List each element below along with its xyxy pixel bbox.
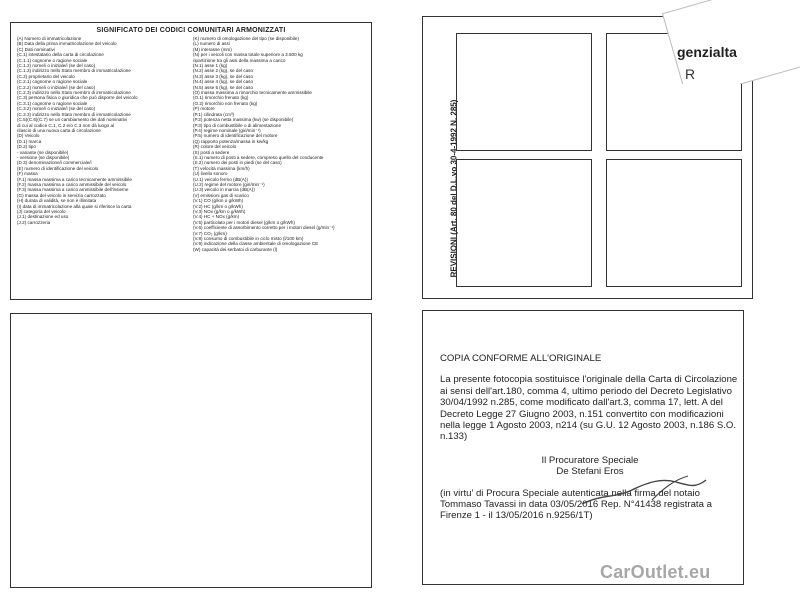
- legend-item: rilascio di una nuova carta di circolazione: [17, 127, 101, 133]
- legend-item: (N) per i veicoli con massa totale superiore a 3.500 kg: [193, 52, 303, 58]
- revision-box: [456, 159, 592, 287]
- legend-item: (F) massa: [17, 171, 38, 177]
- legend-item: (H) durata di validità, se non è illimitata: [17, 198, 97, 204]
- legend-item: (F.2) massa massima a carico ammissibile del veicolo: [17, 181, 127, 187]
- legend-item: (F.1) massa massima a carico tecnicamente ammissibile: [17, 176, 132, 182]
- legend-panel: [10, 22, 372, 300]
- legend-item: (P) motore: [193, 106, 215, 112]
- legend-item: (P.2) potenza netta massima (kw) (se disponibile): [193, 117, 294, 123]
- legend-item: (C.1.3) indirizzo nello Stato membro di immatricolazione: [17, 68, 131, 74]
- legend-item: (B) Data della prima immatricolazione del veicolo: [17, 41, 117, 47]
- legend-item: (V.8) consumo di combustibile in ciclo misto (l/100 km): [193, 236, 304, 242]
- legend-item: di cui al codice C.1, C.2 e/o C.3 non dà luogo al: [17, 122, 115, 128]
- legend-item: (W) capacità dei serbatoi di carburante (l): [193, 246, 278, 252]
- legend-item: (Q) rapporto potenza/massa in kw/kg: [193, 138, 269, 144]
- certification-paragraph: La presente fotocopia sostituisce l'originale della Carta di Circolazione ai sensi dell'art.180, comma 4, ultimo periodo del Decreto Legislativo 30/04/1992 n.285, come modificato dall'art.3, comma 17, lett. A del Decreto Legge 27 Giugno 2003, n.151 convertito con modificazioni nella legge 1 Agosto 2003, n214 (su G.U. 12 Agosto 2003, n.186 S.O. n.133): [440, 374, 738, 443]
- legend-item: (P.3) tipo di combustibile o di alimentazione: [193, 122, 282, 128]
- legend-item: (C.3.3) indirizzo nello Stato membro di immatricolazione: [17, 111, 131, 117]
- legend-item: - variante (se disponibile): [17, 149, 69, 155]
- legend-item: (C.3.1) cognome o ragione sociale: [17, 100, 88, 106]
- legend-item: (C.2.3) indirizzo nello Stato membro di immatricolazione: [17, 90, 131, 96]
- legend-item: (T) velocità massima (km/h): [193, 165, 250, 171]
- legend-item: (P.5) numero di identificazione del motore: [193, 133, 278, 139]
- legend-item: (V) emissioni gas di scarico: [193, 192, 249, 198]
- legend-item: (N.5) asse 5 (kg), se del caso: [193, 84, 253, 90]
- legend-item: (U) livello sonoro: [193, 171, 228, 177]
- legend-item: (V.2) HC (g/km o g/kWh): [193, 203, 243, 209]
- legend-item: (N.1) asse 1 (kg): [193, 63, 228, 69]
- legend-item: (V.5) particolato per i motori diesel (g/km o g/kWh): [193, 219, 295, 225]
- legend-item: (C.1) intestatario della carta di circolazione: [17, 52, 104, 58]
- legend-item: (C.2.2) nome/i o iniziale/i (se del caso): [17, 84, 96, 90]
- legend-item: (K) numero di omologazione del tipo (se disponibile): [193, 36, 299, 41]
- certification-heading: COPIA CONFORME ALL'ORIGINALE: [440, 353, 602, 364]
- legend-item: (V.6) coefficiente di assorbimento corretto per i motori diesel (g/min⁻¹): [193, 225, 335, 231]
- legend-item: (U.2) regime del motore (giri/min⁻¹): [193, 181, 265, 187]
- legend-item: (J) categoria del veicolo: [17, 209, 66, 214]
- legend-title: SIGNIFICATO DEI CODICI COMUNITARI ARMONIZZATI: [96, 27, 286, 34]
- legend-item: (M) interasse (mm): [193, 46, 232, 52]
- legend-item: (D) Veicolo: [17, 133, 40, 139]
- revisions-label: REVISIONI (Art. 80 del D.L.vo 30-4-1992 N. 285): [449, 99, 459, 277]
- legend-item: (O) massa massima a rimorchio tecnicamente ammissibile: [193, 90, 312, 96]
- signatory-role: Il Procuratore Speciale: [541, 454, 639, 466]
- legend-col-left: [17, 36, 189, 252]
- legend-item: (N.4) asse 4 (kg), se del caso: [193, 79, 253, 85]
- legend-item: (C.1.1) cognome o ragione sociale: [17, 57, 88, 63]
- legend-item: (C) Dati nominativi: [17, 46, 55, 52]
- legend-item: (D.2) tipo: [17, 144, 36, 150]
- revision-box: [456, 33, 592, 151]
- legend-item: (S) posti a sedere: [193, 149, 230, 155]
- agency-stamp: [657, 0, 800, 84]
- legend-item: (U.3) veicolo in marcia (dB(A)): [193, 187, 255, 193]
- legend-item: (S.1) numero di posti a sedere, compreso quello del conducente: [193, 154, 324, 160]
- legend-item: (G) massa del veicolo in servizio carrozzato: [17, 192, 106, 198]
- legend-item: (L) numero di assi: [193, 41, 230, 47]
- legend-item: (J.2) carrozzeria: [17, 219, 51, 225]
- legend-col-right: [193, 36, 365, 252]
- agency-stamp-sub: R: [685, 66, 696, 82]
- legend-item: (V.3) NOx (g/km o g/kWh): [193, 209, 246, 214]
- legend-item: (I) data di immatricolazione alla quale si riferisce la carta: [17, 203, 132, 209]
- legend-item: (J.1) destinazione ed uso: [17, 214, 69, 220]
- legend-item: - versione (se disponibile): [17, 154, 70, 160]
- legend-item: (V.4) HC + NOx (g/km): [193, 214, 240, 220]
- legend-item: (C.5)(C.6)(C.7) se un cambiamento dei dati nominativi: [17, 117, 128, 123]
- legend-item: (N.2) asse 2 (kg), se del caso: [193, 68, 253, 74]
- legend-item: (A) Numero di immatricolazione: [17, 36, 82, 41]
- legend-item: (C.3) persona fisica o giuridica che può disporre del veicolo: [17, 95, 138, 101]
- legend-item: (V.1) CO (g/km o g/kWh): [193, 198, 244, 204]
- legend-item: (F.3) massa massima a carico ammissibile dell'insieme: [17, 187, 129, 193]
- signatory-name: De Stefani Eros: [556, 466, 624, 478]
- legend-item: (O.1) rimorchio frenato (kg): [193, 95, 249, 101]
- legend-item: (R) colore del veicolo: [193, 144, 237, 150]
- legend-item: (P.1) cilindrata (cm³): [193, 111, 235, 117]
- signature-image: [580, 470, 710, 510]
- legend-item: (U.1) veicolo fermo (dB(A)): [193, 176, 248, 182]
- legend-item: (N.3) asse 3 (kg), se del caso: [193, 73, 253, 79]
- revision-box: [606, 159, 742, 287]
- site-watermark: CarOutlet.eu: [600, 562, 711, 582]
- legend-item: (C.3.2) nome/i o iniziale/i (se del caso): [17, 106, 96, 112]
- legend-item: ripartizione tra gli assi della massima a carico: [193, 57, 286, 63]
- notary-note: (in virtu' di Procura Speciale autenticata nella firma del notaio Tommaso Tavassi in data 03/05/2016 Rep. N°41438 registrata a Firenze 1 - il 13/05/2016 n.9256/1T): [440, 487, 712, 522]
- legend-item: (C.1.2) nome/i o iniziale/i (se del caso): [17, 63, 96, 69]
- legend-item: (C.2.1) cognome o ragione sociale: [17, 79, 88, 85]
- legend-item: (V.7) CO₂ (g/km): [193, 230, 227, 236]
- legend-item: (D.1) marca: [17, 138, 42, 144]
- legend-item: (O.2) rimorchio non frenato (kg): [193, 100, 258, 106]
- agency-stamp-text: genzialta: [677, 44, 737, 60]
- legend-item: (E) numero di identificazione del veicolo: [17, 165, 99, 171]
- legend-item: (D.3) denominazione/i commerciale/i: [17, 160, 92, 166]
- blank-page: [10, 313, 372, 588]
- legend-item: (P.4) regime nominale (giri/min⁻¹): [193, 127, 261, 133]
- legend-item: (C.2) proprietario del veicolo: [17, 73, 75, 79]
- legend-item: (V.9) indicazione della classe ambientale di omologazione CE: [193, 241, 319, 247]
- legend-item: (S.2) numero dei posti in piedi (se del caso): [193, 160, 282, 166]
